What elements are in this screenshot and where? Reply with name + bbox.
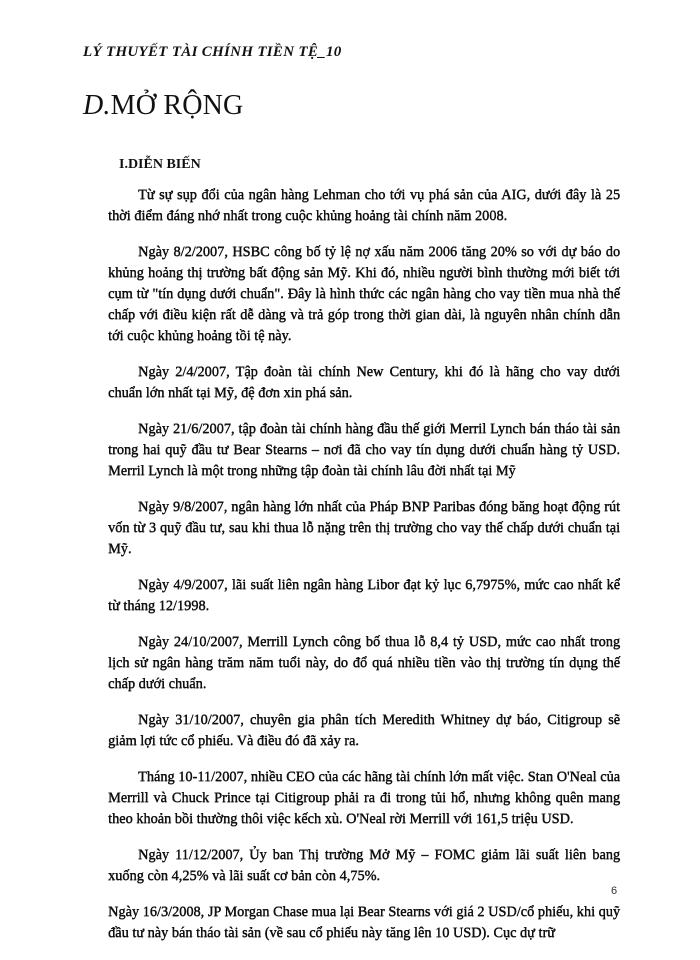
subsection-heading: I.DIỄN BIẾN (119, 157, 201, 172)
paragraph: Ngày 24/10/2007, Merrill Lynch công bố thua lỗ 8,4 tỷ USD, mức cao nhất trong lịch sử ngân hàng trăm năm tuổi này, do đổ quá nhiều tiền vào thị trường tín dụng thế chấp dưới chuẩn. (108, 634, 620, 692)
page-number: 6 (611, 885, 618, 897)
paragraph: Ngày 8/2/2007, HSBC công bố tỷ lệ nợ xấu năm 2006 tăng 20% so với dự báo do khủng hoảng thị trường bất động sản Mỹ. Khi đó, nhiều người bình thường mới biết tới cụm từ "tín dụng dưới chuẩn". Đây là hình thức các ngân hàng cho vay tiền mua nhà thế chấp với điều kiện rất dễ dàng và trả góp trong thời gian dài, là nguyên nhân chính dẫn tới cuộc khủng hoảng tồi tệ này. (108, 244, 620, 344)
section-title-text: MỞ RỘNG (110, 90, 244, 121)
paragraph: Ngày 16/3/2008, JP Morgan Chase mua lại Bear Stearns với giá 2 USD/cổ phiếu, khi quỹ đầu tư này bán tháo tài sản (về sau cổ phiếu này tăng lên 10 USD). Cục dự trữ (108, 904, 620, 941)
section-letter: D. (83, 90, 111, 121)
paragraph: Ngày 11/12/2007, Ủy ban Thị trường Mở Mỹ – FOMC giảm lãi suất liên bang xuống còn 4,25% và lãi suất cơ bản còn 4,75%. (108, 847, 620, 884)
paragraph: Ngày 9/8/2007, ngân hàng lớn nhất của Pháp BNP Paribas đóng băng hoạt động rút vốn từ 3 quỹ đầu tư, sau khi thua lỗ nặng trên thị trường cho vay thế chấp dưới chuẩn tại Mỹ. (108, 499, 620, 557)
paragraph: Ngày 31/10/2007, chuyên gia phân tích Meredith Whitney dự báo, Citigroup sẽ giảm lợi tức cổ phiếu. Và điều đó đã xảy ra. (108, 712, 620, 749)
running-header: LÝ THUYẾT TÀI CHÍNH TIỀN TỆ_10 (83, 44, 342, 60)
paragraph: Từ sự sụp đổi của ngân hàng Lehman cho tới vụ phá sản của AIG, dưới đây là 25 thời điểm đáng nhớ nhất trong cuộc khủng hoảng tài chính năm 2008. (108, 187, 620, 224)
paragraph: Ngày 4/9/2007, lãi suất liên ngân hàng Libor đạt kỷ lục 6,7975%, mức cao nhất kể từ tháng 12/1998. (108, 577, 620, 614)
paragraph: Tháng 10-11/2007, nhiều CEO của các hãng tài chính lớn mất việc. Stan O'Neal của Merrill và Chuck Prince tại Citigroup phải ra đi trong tủi hổ, nhưng không quên mang theo khoản bồi thường thôi việc kếch xù. O'Neal rời Merrill với 161,5 triệu USD. (108, 769, 620, 827)
paragraph: Ngày 21/6/2007, tập đoàn tài chính hàng đầu thế giới Merril Lynch bán tháo tài sản trong hai quỹ đầu tư Bear Stearns – nơi đã cho vay tín dụng dưới chuẩn hàng tỷ USD. Merril Lynch là một trong những tập đoàn tài chính lâu đời nhất tại Mỹ (108, 421, 620, 479)
section-heading (83, 90, 243, 122)
paragraph: Ngày 2/4/2007, Tập đoàn tài chính New Century, khi đó là hãng cho vay dưới chuẩn lớn nhất tại Mỹ, đệ đơn xin phá sản. (108, 364, 620, 401)
body-text (108, 185, 620, 959)
